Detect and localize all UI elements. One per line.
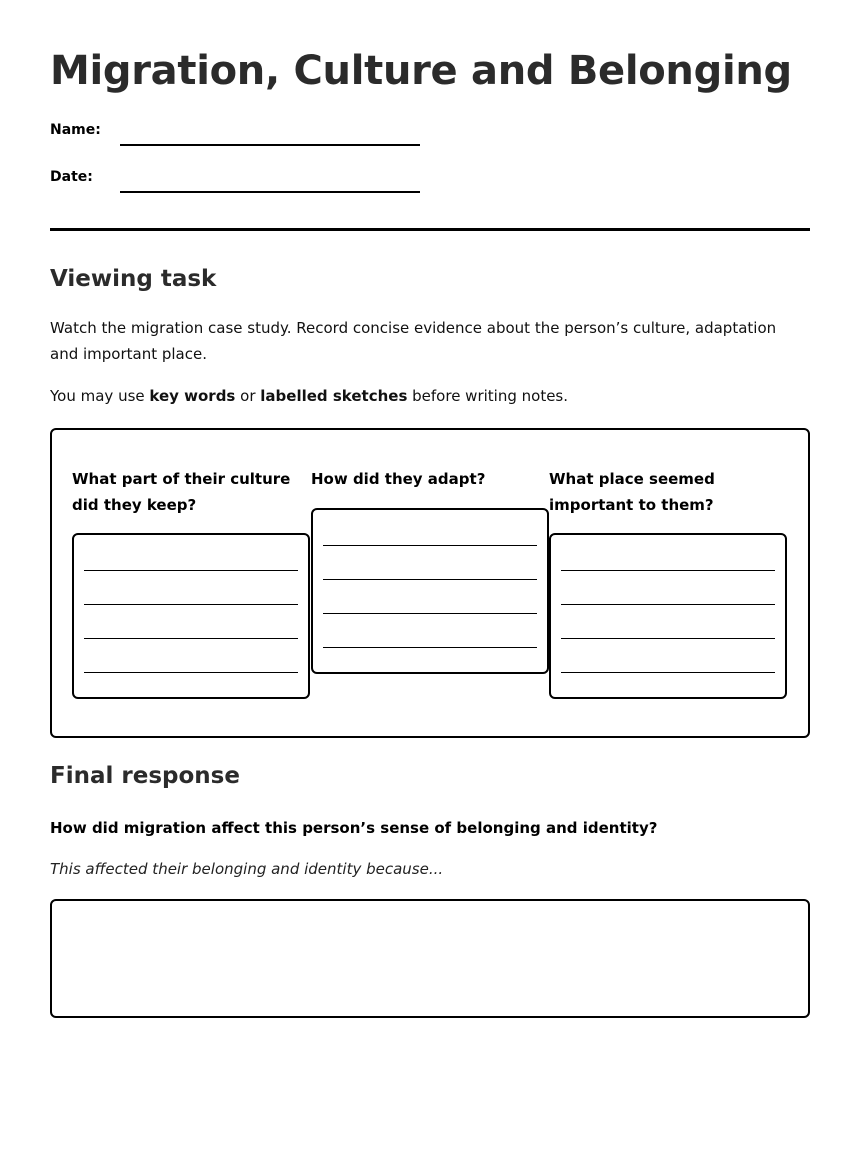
name-field	[50, 122, 430, 152]
name-write-line[interactable]	[120, 144, 420, 146]
date-label: Date:	[50, 169, 93, 185]
final-response-box[interactable]	[50, 899, 810, 1018]
sentence-starter: This affected their belonging and identity because...	[50, 860, 444, 878]
adapt-question: How did they adapt?	[311, 470, 486, 488]
write-line	[323, 613, 537, 614]
final-response-question: How did migration affect this person’s sense of belonging and identity?	[50, 819, 658, 837]
viewing-task-panel	[50, 428, 810, 738]
adapt-answer-box[interactable]	[311, 508, 549, 674]
name-label: Name:	[50, 122, 101, 138]
write-line	[84, 672, 298, 673]
date-write-line[interactable]	[120, 191, 420, 193]
write-line	[84, 570, 298, 571]
write-line	[323, 579, 537, 580]
viewing-tip	[50, 383, 790, 409]
viewing-instructions: Watch the migration case study. Record concise evidence about the person’s culture, adaptation and important place.	[50, 319, 777, 363]
tip-text-1: You may use	[50, 387, 150, 405]
culture-kept-question: What part of their culture did they keep?	[72, 470, 291, 514]
tip-bold-key-words: key words	[149, 387, 236, 405]
write-line	[561, 672, 775, 673]
write-line	[84, 604, 298, 605]
important-place-question: What place seemed important to them?	[549, 470, 715, 514]
write-line	[323, 647, 537, 648]
write-line	[561, 638, 775, 639]
viewing-task-heading: Viewing task	[50, 266, 217, 292]
date-field	[50, 169, 430, 199]
write-line	[323, 545, 537, 546]
tip-bold-labelled-sketches: labelled sketches	[260, 387, 408, 405]
tip-text-3: before writing notes.	[407, 387, 569, 405]
page-title: Migration, Culture and Belonging	[50, 48, 792, 94]
culture-kept-answer-box[interactable]	[72, 533, 310, 699]
important-place-answer-box[interactable]	[549, 533, 787, 699]
tip-text-2: or	[235, 387, 261, 405]
write-line	[84, 638, 298, 639]
write-line	[561, 604, 775, 605]
section-divider	[50, 228, 810, 231]
write-line	[561, 570, 775, 571]
final-response-heading: Final response	[50, 763, 240, 789]
